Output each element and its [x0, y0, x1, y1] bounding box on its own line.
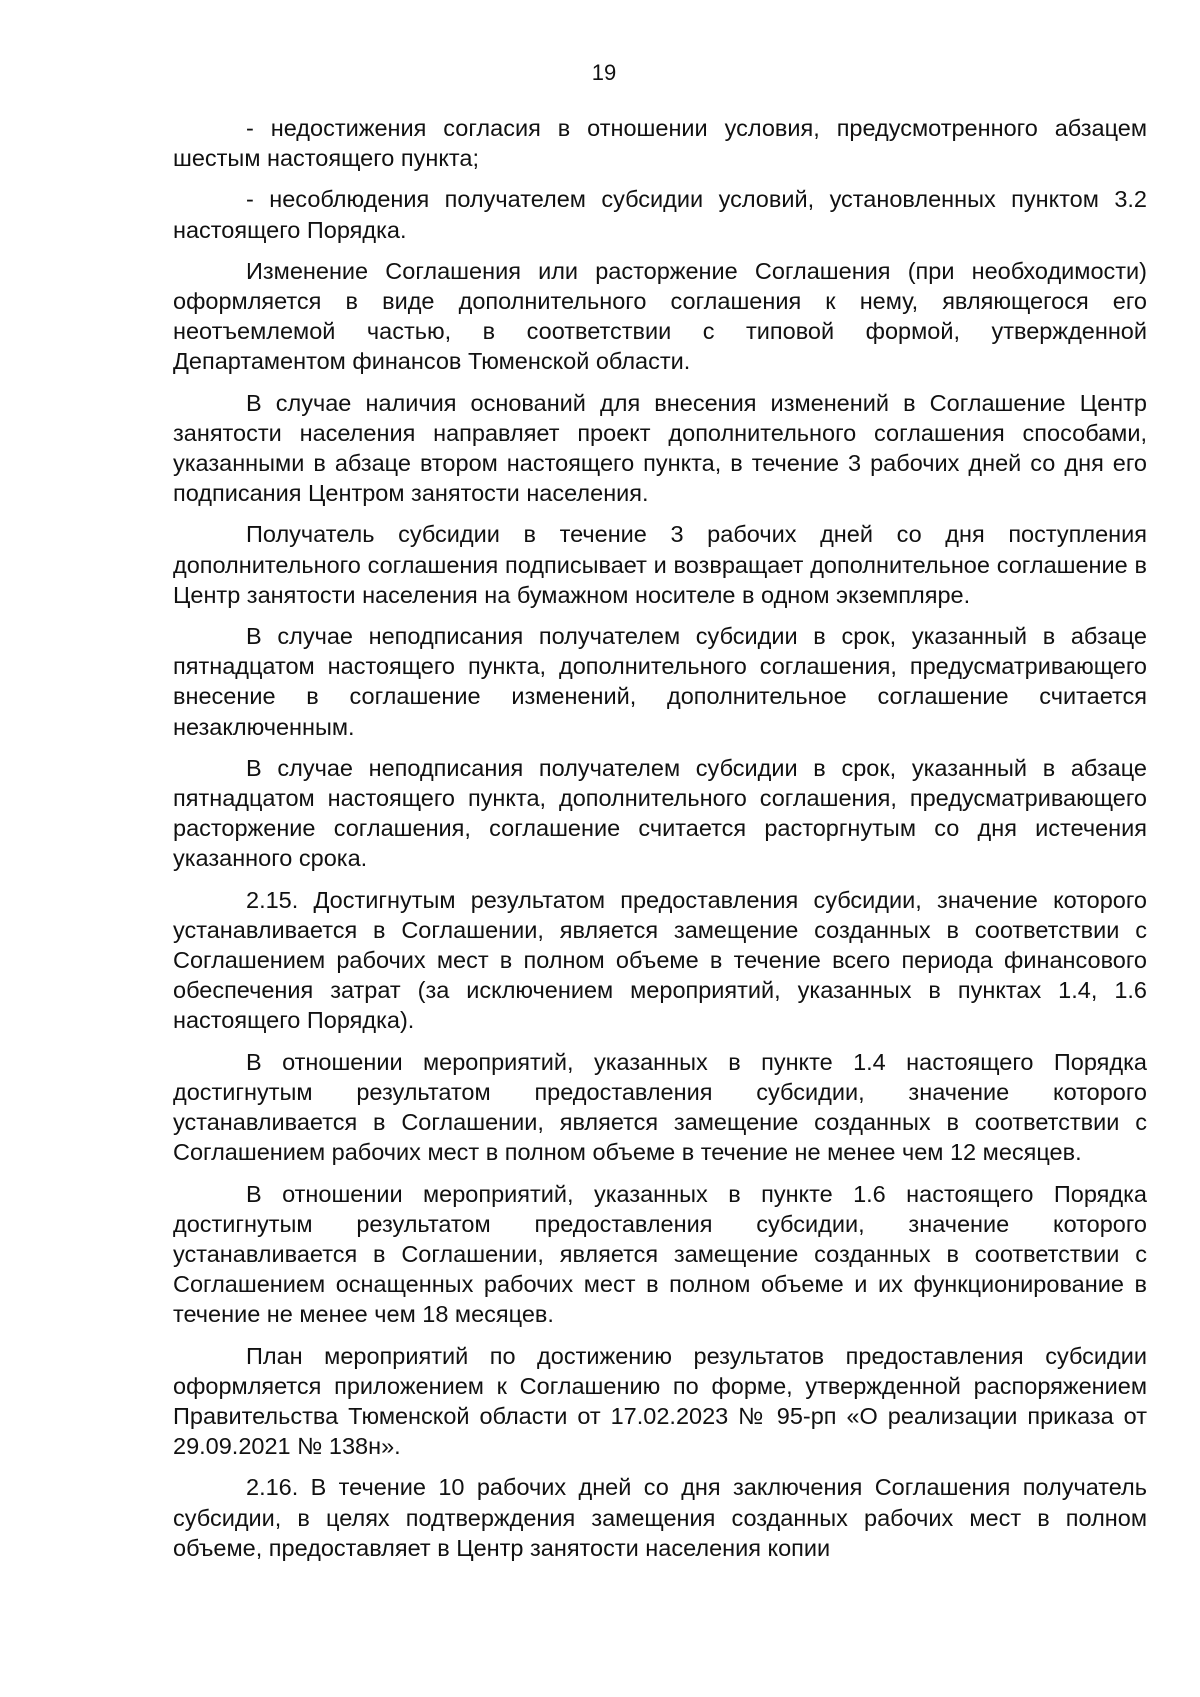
paragraph-4: В случае наличия оснований для внесения изменений в Соглашение Центр занятости населения направляет проект дополнительного соглашения способами, указанными в абзаце втором настоящего пункта, в течение 3 рабочих дней со дня его подписания Центром занятости населения. — [173, 389, 1147, 507]
paragraph-11: План мероприятий по достижению результатов предоставления субсидии оформляется приложением к Соглашению по форме, утвержденной распоряжением Правительства Тюменской области от 17.02.2023 № 95-рп «О реализации приказа от 29.09.2021 № 138н». — [173, 1342, 1147, 1460]
document-body — [173, 113, 1147, 1563]
paragraph-6: В случае неподписания получателем субсидии в срок, указанный в абзаце пятнадцатом настоящего пункта, дополнительного соглашения, предусматривающего внесение в соглашение изменений, дополнительное соглашение считается незаключенным. — [173, 623, 1147, 740]
paragraph-5: Получатель субсидии в течение 3 рабочих дней со дня поступления дополнительного соглашения подписывает и возвращает дополнительное соглашение в Центр занятости населения на бумажном носителе в одном экземпляре. — [173, 521, 1147, 608]
paragraph-10: В отношении мероприятий, указанных в пункте 1.6 настоящего Порядка достигнутым результатом предоставления субсидии, значение которого устанавливается в Соглашении, является замещение созданных в соответствии с Соглашением оснащенных рабочих мест в полном объеме и их функционирование в течение не менее чем 18 месяцев. — [173, 1180, 1147, 1328]
paragraph-8: 2.15. Достигнутым результатом предоставления субсидии, значение которого устанавливается в Соглашении, является замещение созданных в соответствии с Соглашением рабочих мест в полном объеме в течение всего периода финансового обеспечения затрат (за исключением мероприятий, указанных в пунктах 1.4, 1.6 настоящего Порядка). — [173, 886, 1147, 1034]
paragraph-7: В случае неподписания получателем субсидии в срок, указанный в абзаце пятнадцатом настоящего пункта, дополнительного соглашения, предусматривающего расторжение соглашения, соглашение считается расторгнутым со дня истечения указанного срока. — [173, 754, 1147, 872]
paragraph-9: В отношении мероприятий, указанных в пункте 1.4 настоящего Порядка достигнутым результатом предоставления субсидии, значение которого устанавливается в Соглашении, является замещение созданных в соответствии с Соглашением рабочих мест в полном объеме в течение не менее чем 12 месяцев. — [173, 1048, 1147, 1166]
paragraph-12: 2.16. В течение 10 рабочих дней со дня заключения Соглашения получатель субсидии, в целях подтверждения замещения созданных рабочих мест в полном объеме, предоставляет в Центр занятости населения копии — [173, 1474, 1147, 1561]
paragraph-1: - недостижения согласия в отношении условия, предусмотренного абзацем шестым настоящего пункта; — [173, 115, 1147, 172]
paragraph-2: - несоблюдения получателем субсидии условий, установленных пунктом 3.2 настоящего Порядка. — [173, 186, 1147, 243]
page-number: 19 — [591, 60, 617, 85]
paragraph-3: Изменение Соглашения или расторжение Соглашения (при необходимости) оформляется в виде дополнительного соглашения к нему, являющегося его неотъемлемой частью, в соответствии с типовой формой, утвержденной Департаментом финансов Тюменской области. — [173, 257, 1147, 375]
